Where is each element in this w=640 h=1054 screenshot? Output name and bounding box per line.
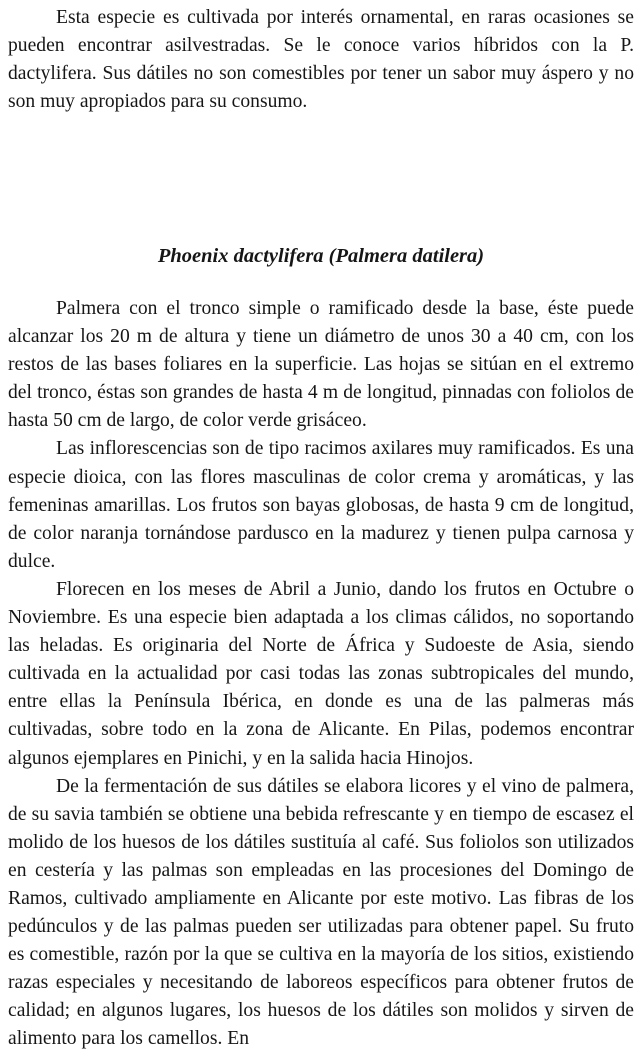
paragraph-inflorescence: Las inflorescencias son de tipo racimos axilares muy ramificados. Es una especie dioica, con las flores masculinas de color crema y aromáticas, y las femeninas amarillas. Los frutos son bayas globosas, de hasta 9 cm de longitud, de color naranja tornándose parduscо en la madurez y tienen pulpa carnosa y dulce. <box>8 438 634 572</box>
paragraph-uses: De la fermentación de sus dátiles se elabora licores y el vino de palmera, de su savia también se obtiene una bebida refrescante y en tiempo de escasez el molido de los huesos de los dátiles sustituía al café. Sus foliolos son utilizados en cestería y las palmas son empleadas en las procesiones del Domingo de Ramos, cultivado ampliamente en Alicante por este motivo. Las fibras de los pedúnculos y de las palmas pueden ser utilizadas para obtener papel. Su fruto es comestible, razón por la que se cultiva en la mayoría de los sitios, existiendo razas especiales y necesitando de laboreos específicos para obtener frutos de calidad; en algunos lugares, los huesos de los dátiles son molidos y sirven de alimento para los camellos. En <box>8 775 634 1050</box>
paragraph-flowering: Florecen en los meses de Abril a Junio, dando los frutos en Octubre o Noviembre. Es una especie bien adaptada a los climas cálidos, no soportando las heladas. Es originaria del Norte de África y Sudoeste de Asia, siendo cultivada en la actualidad por casi todas las zonas subtropicales del mundo, entre ellas la Península Ibérica, en donde es una de las palmeras más cultivadas, sobre todo en la zona de Alicante. En Pilas, podemos encontrar algunos ejemplares en Pinichi, y en la salida hacia Hinojos. <box>8 578 634 769</box>
document-page <box>8 4 634 116</box>
paragraph-description: Palmera con el tronco simple o ramificado desde la base, éste puede alcanzar los 20 m de altura y tiene un diámetro de unos 30 a 40 cm, con los restos de las bases foliares en la superficie. Las hojas se sitúan en el extremo del tronco, éstas son grandes de hasta 4 m de longitud, pinnadas con foliolos de hasta 50 cm de largo, de color verde grisáceo. <box>8 298 634 432</box>
section-heading: Phoenix dactylifera (Palmera datilera) <box>157 245 485 267</box>
section-body <box>8 295 634 1054</box>
intro-paragraph: Esta especie es cultivada por interés ornamental, en raras ocasiones se pueden encontrar asilvestradas. Se le conoce varios híbridos con la P. dactylifera. Sus dátiles no son comestibles por tener un sabor muy áspero y no son muy apropiados para su consumo. <box>8 7 634 113</box>
section-heading-block <box>8 242 634 270</box>
